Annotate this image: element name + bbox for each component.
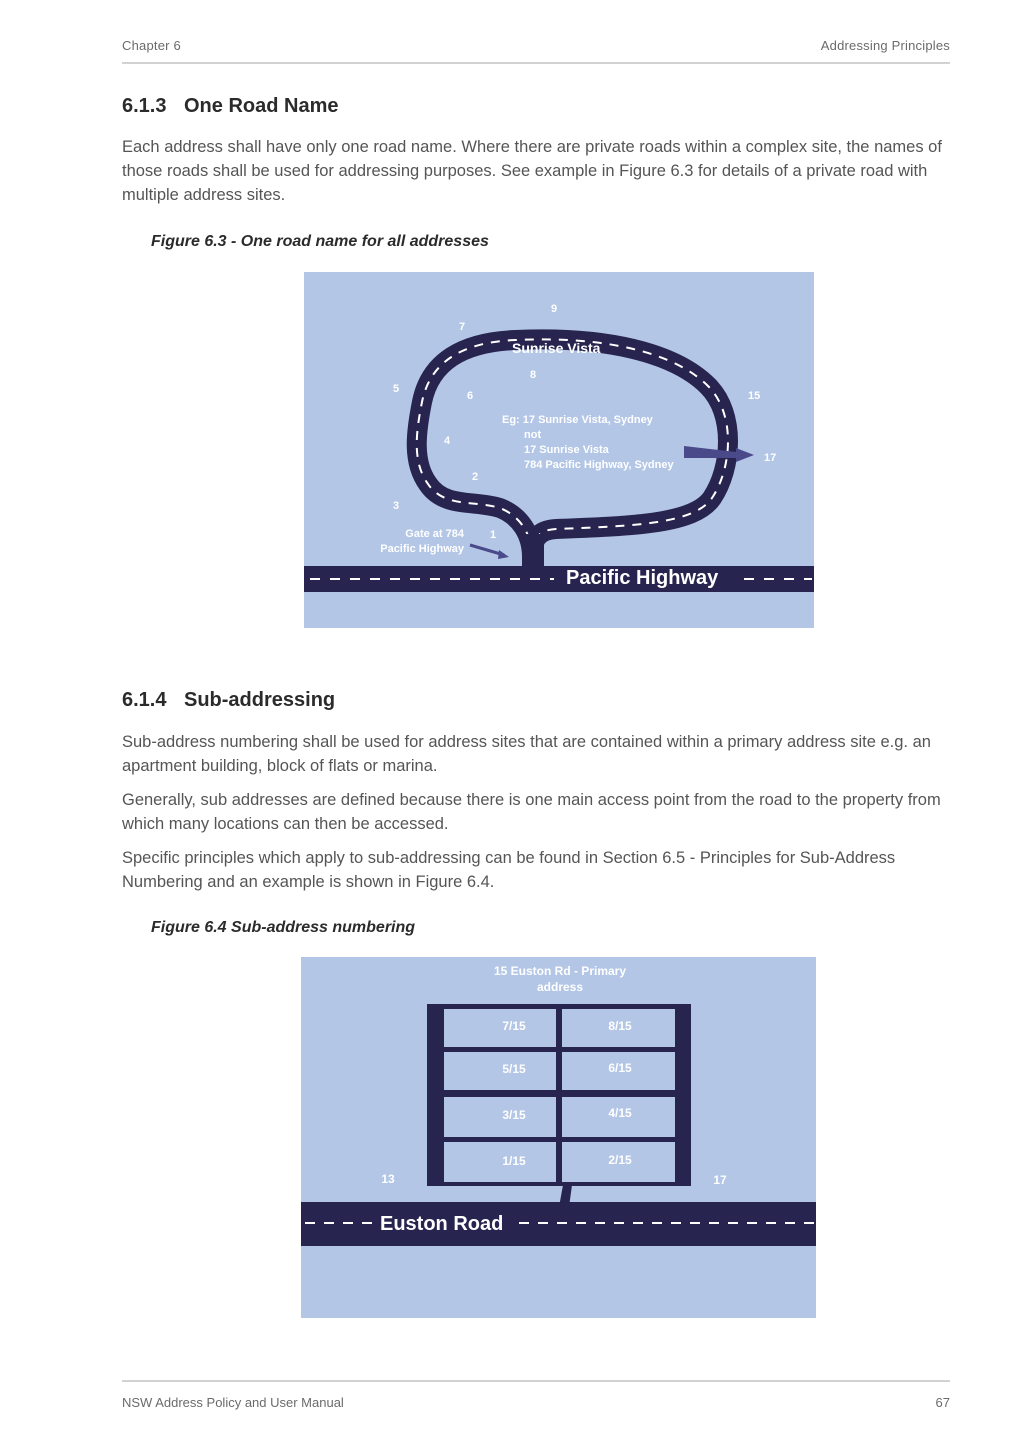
lot-number: 2: [472, 471, 479, 483]
figure-6-4-diagram: [301, 957, 816, 1318]
unit-label: 1/15: [502, 1154, 526, 1168]
section-title: One Road Name: [184, 95, 339, 117]
section-label: Addressing Principles: [820, 38, 950, 53]
chapter-label: Chapter 6: [122, 38, 181, 53]
highway-label: Pacific Highway: [566, 567, 719, 589]
lot-number: 7: [459, 321, 466, 333]
road-label: Euston Road: [380, 1213, 504, 1235]
example-line: Eg: 17 Sunrise Vista, Sydney: [502, 414, 653, 426]
page-header: [122, 38, 950, 64]
example-line: 784 Pacific Highway, Sydney: [524, 459, 674, 471]
example-line: not: [524, 429, 542, 441]
lot-number-left: 13: [381, 1172, 395, 1186]
section-heading-6-1-4: [122, 689, 335, 712]
unit-label: 6/15: [608, 1061, 632, 1075]
unit-label: 2/15: [608, 1153, 632, 1167]
lot-number: 5: [393, 383, 400, 395]
section-title: Sub-addressing: [184, 689, 336, 711]
lot-number: 1: [490, 529, 497, 541]
figure-6-3-diagram: [304, 272, 814, 628]
lot-number: 9: [551, 303, 558, 315]
lot-number: 6: [467, 390, 474, 402]
driveway: [522, 534, 544, 566]
footer-title: NSW Address Policy and User Manual: [122, 1395, 344, 1410]
section-number: 6.1.4: [122, 689, 167, 711]
page-number: 67: [935, 1395, 950, 1410]
section-number: 6.1.3: [122, 95, 167, 117]
lot-number: 17: [764, 452, 777, 464]
unit-cell: [444, 1097, 556, 1137]
figure-6-4: [301, 957, 816, 1318]
lot-number: 4: [444, 435, 451, 447]
gate-label-line: Pacific Highway: [380, 543, 464, 555]
figure-caption-6-3: Figure 6.3 - One road name for all addresses: [151, 233, 489, 250]
figure-caption-6-4: Figure 6.4 Sub-address numbering: [151, 919, 416, 936]
unit-label: 3/15: [502, 1108, 526, 1122]
lot-number: 8: [530, 369, 537, 381]
pacific-highway-road: [304, 566, 814, 592]
section-heading-6-1-3: [122, 95, 338, 118]
unit-label: 5/15: [502, 1062, 526, 1076]
unit-cell: [444, 1009, 556, 1047]
unit-label: 7/15: [502, 1019, 526, 1033]
paragraph: Specific principles which apply to sub-addressing can be found in Section 6.5 - Principles for Sub-Address Numbering and an example is shown in Figure 6.4.: [122, 849, 896, 891]
lot-number: 15: [748, 390, 761, 402]
unit-cell: [444, 1142, 556, 1182]
lot-number: 3: [393, 500, 400, 512]
primary-address-label: 15 Euston Rd - Primary: [493, 964, 627, 978]
primary-address-label: address: [536, 980, 584, 994]
unit-cell: [444, 1052, 556, 1090]
paragraph: Generally, sub addresses are defined because there is one main access point from the road to the property from which many locations can then be accessed.: [122, 791, 941, 833]
unit-label: 4/15: [608, 1106, 632, 1120]
figure-6-3: [304, 272, 814, 628]
lot-number-right: 17: [713, 1173, 727, 1187]
unit-label: 8/15: [608, 1019, 632, 1033]
example-line: 17 Sunrise Vista: [524, 444, 609, 456]
gate-label-line: Gate at 784: [405, 528, 464, 540]
page-footer: [122, 1380, 950, 1412]
paragraph: Each address shall have only one road name. Where there are private roads within a complex site, the names of those roads shall be used for addressing purposes. See example in Figure 6.3 for details of a private road with multiple address sites.: [122, 138, 942, 204]
road-name-label: Sunrise Vista: [512, 340, 601, 356]
paragraph: Sub-address numbering shall be used for address sites that are contained within a primary address site e.g. an apartment building, block of flats or marina.: [122, 733, 931, 775]
